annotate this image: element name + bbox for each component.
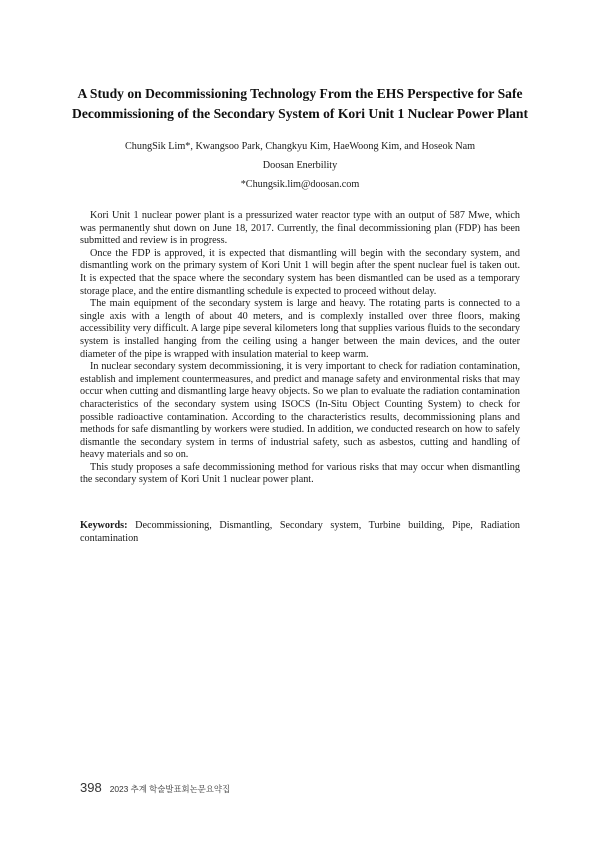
paragraph-4: In nuclear secondary system decommissioning, it is very important to check for radiation contamination, establish and implement countermeasures, and predict and manage safety and environmental risks that may occur when cutting and dismantling large heavy objects. So we plan to evaluate the radiation contamination characteristics of the secondary system using ISOCS (In-Situ Object Counting System) to check for possible radioactive contamination. According to the characteristics results, decommissioning plans and methods for safe dismantling by workers were studied. In addition, we conducted research on how to safely dismantle the secondary system in terms of industrial safety, such as asbestos, cutting and handling of heavy materials and so on. (80, 361, 520, 461)
paragraph-2: Once the FDP is approved, it is expected that dismantling will begin with the secondary system, and dismantling work on the primary system of Kori Unit 1 will begin after the spent nuclear fuel is taken out. It is expected that the space where the secondary system has been dismantled can be used as a temporary storage place, and the entire dismantling schedule is expected to proceed without delay. (80, 247, 520, 297)
keywords-section (80, 519, 520, 545)
paragraph-5: This study proposes a safe decommissioning method for various risks that may occur when dismantling the secondary system of Kori Unit 1 nuclear power plant. (80, 461, 520, 486)
affiliation: Doosan Enerbility (262, 160, 338, 171)
paragraph-3: The main equipment of the secondary system is large and heavy. The rotating parts is connected to a single axis with a length of about 40 meters, and is complexly installed over three floors, making accessibility very difficult. A large pipe several kilometers long that supplies various fluids to the secondary system is installed hanging from the ceiling using a hanger between the main devices, and the outer diameter of the pipe is wrapped with insulation material to keep warm. (80, 298, 520, 360)
keywords-label: Keywords: (80, 520, 128, 531)
paragraph-1: Kori Unit 1 nuclear power plant is a pressurized water reactor type with an output of 587 Mwe, which was permanently shut down on June 18, 2017. Currently, the final decommissioning plan (FDP) has been submitted and review is in progress. (80, 210, 520, 247)
paper-title (70, 84, 530, 124)
abstract-body (80, 210, 520, 487)
page-footer (80, 780, 230, 796)
title-line-1: A Study on Decommissioning Technology From the EHS Perspective for Safe (77, 86, 523, 101)
journal-name: 2023 추계 학술발표회논문요약집 (109, 784, 231, 794)
corresponding-email: *Chungsik.lim@doosan.com (240, 179, 360, 190)
keywords-list: Decommissioning, Dismantling, Secondary system, Turbine building, Pipe, Radiation contamination (80, 520, 521, 544)
author-list: ChungSik Lim*, Kwangsoo Park, Changkyu Kim, HaeWoong Kim, and Hoseok Nam (124, 141, 476, 152)
page-number: 398 (80, 780, 102, 795)
title-line-2: Decommissioning of the Secondary System of Kori Unit 1 Nuclear Power Plant (72, 106, 528, 121)
